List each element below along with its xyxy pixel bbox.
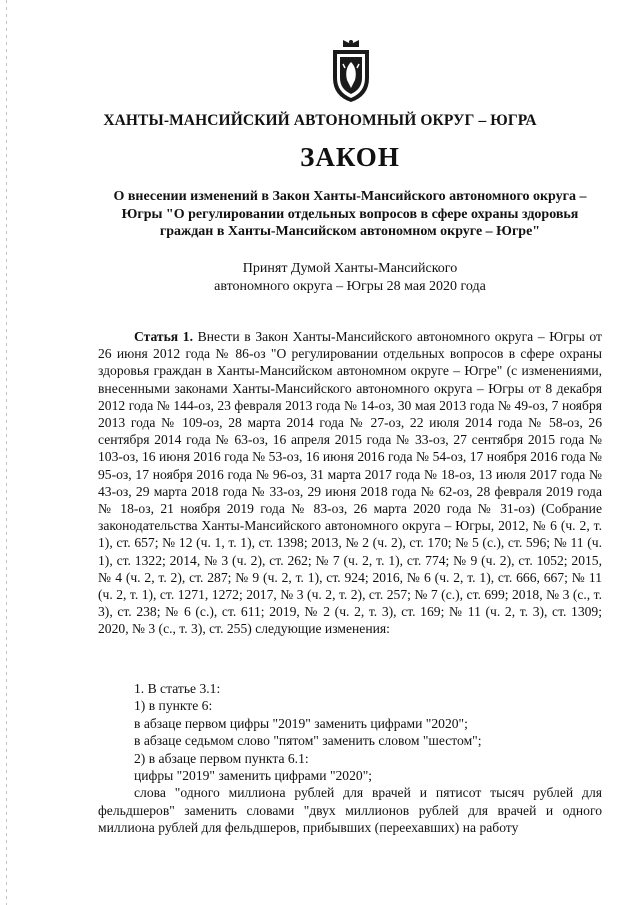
final-paragraph: слова "одного миллиона рублей для врачей и пятисот тысяч рублей для фельдшеров" заменить словами "двух миллионов рублей для врачей и одного миллиона рублей для фельдшеров, прибывших (переехавших) на работу bbox=[98, 785, 602, 836]
region-name: ХАНТЫ-МАНСИЙСКИЙ АВТОНОМНЫЙ ОКРУГ – ЮГРА bbox=[103, 112, 537, 129]
article-body: Внести в Закон Ханты-Мансийского автономного округа – Югры от 26 июня 2012 года № 86-оз "О регулировании отдельных вопросов в сфере охраны здоровья граждан в Ханты-Мансийском автономном округе – Югре" (с изменениями, внесенными законами Ханты-Мансийского автономного округа – Югры от 8 декабря 2012 года № 144-оз, 23 февраля 2013 года № 14-оз, 30 мая 2013 года № 49-оз, 7 ноября 2013 года № 109-оз, 28 марта 2014 года № 27-оз, 22 июля 2014 года № 58-оз, 26 сентября 2014 года № 63-оз, 16 апреля 2015 года № 33-оз, 27 сентября 2015 года № 103-оз, 16 июня 2016 года № 53-оз, 16 июня 2016 года № 54-оз, 17 ноября 2016 года № 95-оз, 17 ноября 2016 года № 96-оз, 31 марта 2017 года № 18-оз, 13 июля 2017 года № 43-оз, 29 марта 2018 года № 33-оз, 29 июня 2018 года № 62-оз, 28 февраля 2019 года № 18-оз, 21 ноября 2019 года № 83-оз, 26 марта 2020 года № 31-оз) (Собрание законодательства Ханты-Мансийского автономного округа – Югры, 2012, № 6 (ч. 2, т. 1), ст. 657; № 12 (ч. 1, т. 1), ст. 1398; 2013, № 2 (ч. 2), ст. 170; № 5 (с.), ст. 596; № 11 (ч. 1), ст. 1322; 2014, № 3 (ч. 2), ст. 262; № 7 (ч. 2, т. 1), ст. 774; № 9 (ч. 2), ст. 1052; 2015, № 4 (ч. 2, т. 2), ст. 287; № 9 (ч. 2, т. 1), ст. 924; 2016, № 6 (ч. 2, т. 1), ст. 666, 667; № 11 (ч. 2, т. 1), ст. 1271, 1272; 2017, № 3 (ч. 2, т. 2), ст. 257; № 7 (с.), ст. 699; 2018, № 3 (с., т. 3), ст. 238; № 6 (с.), ст. 611; 2019, № 2 (ч. 2, т. 3), ст. 169; № 11 (ч. 2, т. 3), ст. 1309; 2020, № 3 (с., т. 3), ст. 255) следующие изменения: bbox=[98, 329, 602, 637]
law-subject-title: О внесении изменений в Закон Ханты-Мансийского автономного округа – Югры "О регулировании отдельных вопросов в сфере охраны здоровья граждан в Ханты-Мансийском автономном округе – Югре" bbox=[113, 189, 587, 239]
list-item: в абзаце седьмом слово "пятом" заменить словом "шестом"; bbox=[134, 733, 482, 749]
list-item: 1) в пункте 6: bbox=[134, 698, 213, 714]
amendment-items bbox=[98, 680, 602, 837]
adoption-note bbox=[190, 260, 510, 295]
coat-of-arms-icon bbox=[329, 38, 373, 104]
list-item: 1. В статье 3.1: bbox=[134, 681, 221, 696]
article-heading: Статья 1. bbox=[134, 329, 193, 344]
article-1-paragraph bbox=[98, 328, 602, 638]
list-item: цифры "2019" заменить цифрами "2020"; bbox=[134, 768, 373, 784]
adoption-line-2: автономного округа – Югры 28 мая 2020 года bbox=[214, 278, 486, 294]
document-type-title: ЗАКОН bbox=[300, 142, 400, 172]
scan-edge-artifact bbox=[6, 0, 7, 905]
adoption-line-1: Принят Думой Ханты-Мансийского bbox=[242, 261, 458, 276]
list-item: 2) в абзаце первом пункта 6.1: bbox=[134, 750, 309, 766]
list-item: в абзаце первом цифры "2019" заменить цифрами "2020"; bbox=[134, 715, 468, 731]
